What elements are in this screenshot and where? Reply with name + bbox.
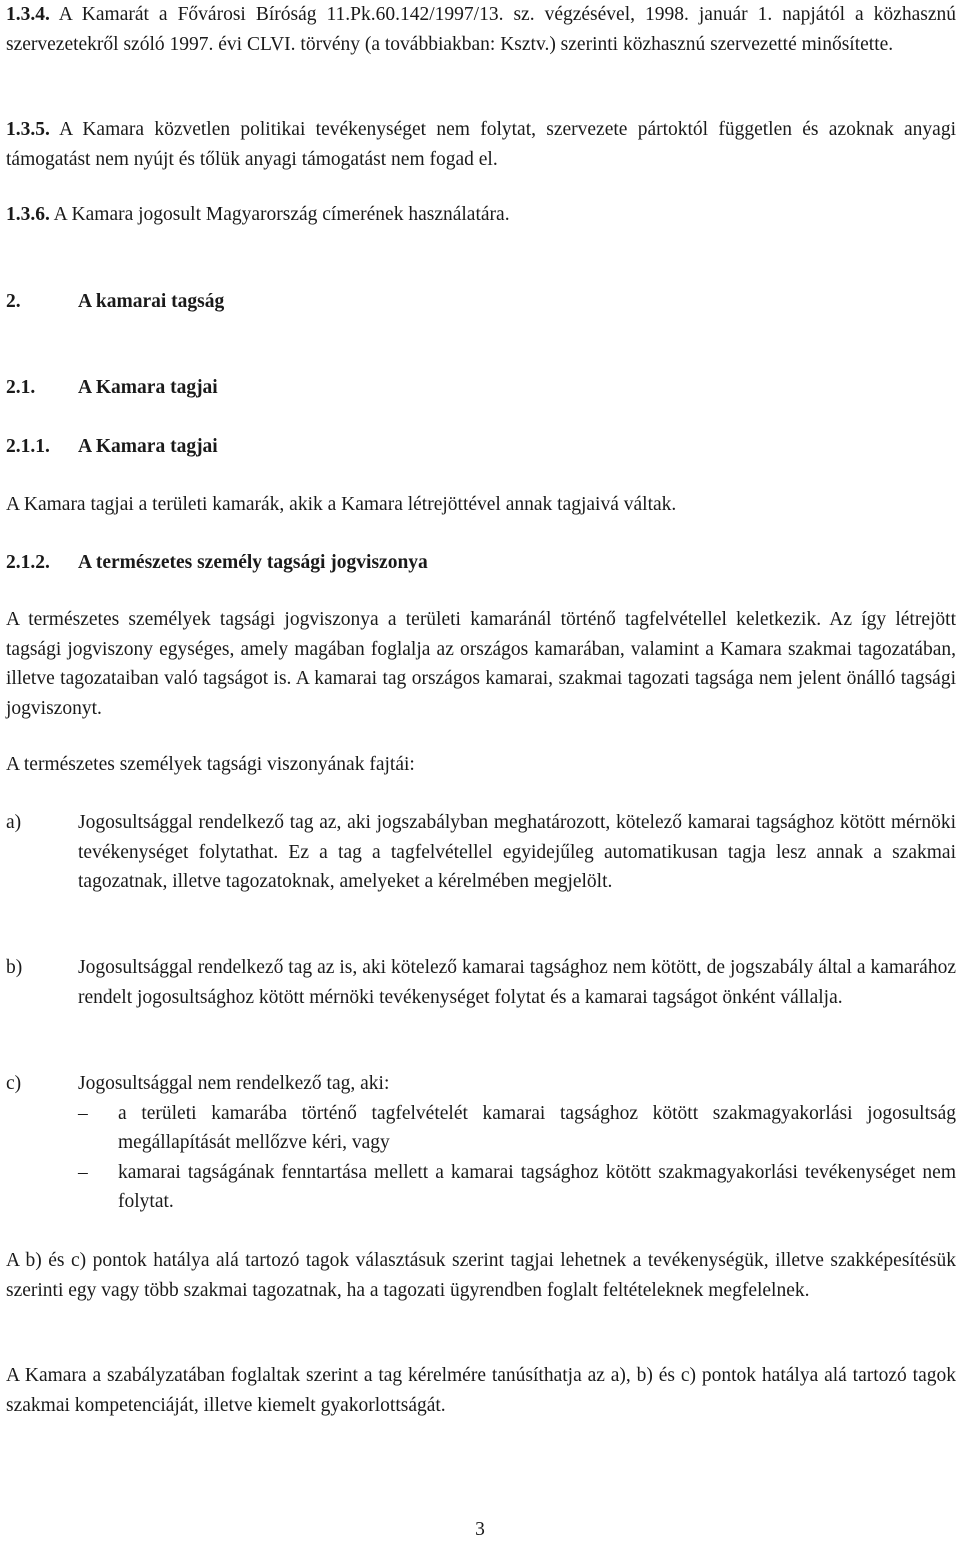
heading-2 — [6, 287, 956, 317]
section-1-3-4 — [6, 0, 956, 59]
heading-2-1-1 — [6, 432, 956, 462]
section-text: A Kamarát a Fővárosi Bíróság 11.Pk.60.142/1997/13. sz. végzésével, 1998. január 1. napjától a közhasznú szervezetekről szóló 1997. évi CLVI. törvény (a továbbiakban: Ksztv.) szerinti közhasznú szervezetté minősítette. — [6, 4, 956, 55]
list-item-b — [6, 953, 956, 1012]
list-item-a — [6, 808, 956, 897]
list-item-text: Jogosultsággal nem rendelkező tag, aki: — [78, 1073, 390, 1094]
section-number: 1.3.4. — [6, 4, 50, 25]
heading-title: A kamarai tagság — [78, 291, 225, 312]
heading-number: 2.1.2. — [6, 552, 50, 573]
section-number: 1.3.6. — [6, 204, 50, 225]
list-item-text: Jogosultsággal rendelkező tag az, aki jogszabályban meghatározott, kötelező kamarai tagsághoz kötött mérnöki tevékenységet folytathat. Ez a tag a tagfelvétellel egyidejűleg automatikusan tagja lesz annak a szakmai tagozatnak, illetve tagozatoknak, amelyeket a kérelmében megjelölt. — [78, 812, 956, 892]
heading-number: 2. — [6, 291, 21, 312]
heading-title: A Kamara tagjai — [78, 436, 218, 457]
dash-mark: – — [78, 1161, 88, 1183]
dash-item — [78, 1099, 956, 1158]
section-text: A Kamara közvetlen politikai tevékenységet nem folytat, szervezete pártoktól független és azoknak anyagi támogatást nem nyújt és tőlük anyagi támogatást nem fogad el. — [6, 119, 956, 170]
heading-number: 2.1.1. — [6, 436, 50, 457]
section-1-3-6 — [6, 200, 956, 230]
heading-2-1-2 — [6, 548, 956, 578]
heading-title: A Kamara tagjai — [78, 377, 218, 398]
paragraph-2-1-2: A természetes személyek tagsági jogviszonya a területi kamaránál történő tagfelvétellel keletkezik. Az így létrejött tagsági jogviszony egységes, amely magában foglalja az országos kamarában, valamint a Kamara szakmai tagozatában, illetve tagozataiban való tagságot is. A kamarai tag országos kamarai, szakmai tagozati tagsága nem jelent önálló tagsági jogviszonyt. — [6, 609, 956, 719]
list-item-label: b) — [6, 957, 23, 978]
heading-title: A természetes személy tagsági jogviszonya — [78, 552, 428, 573]
dash-text: kamarai tagságának fenntartása mellett a kamarai tagsághoz kötött szakmagyakorlási tevékenységet nem folytat. — [118, 1161, 956, 1212]
page-number: 3 — [475, 1519, 485, 1540]
list-item-text: Jogosultsággal rendelkező tag az is, aki kötelező kamarai tagsághoz nem kötött, de jogszabály által a kamarához rendelt jogosultsághoz kötött mérnöki tevékenységet folytat és a kamarai tagságot önként vállalja. — [78, 957, 956, 1008]
list-item-c — [6, 1069, 956, 1217]
paragraph-competence: A Kamara a szabályzatában foglaltak szerint a tag kérelmére tanúsíthatja az a), b) és c) pontok hatálya alá tartozó tagok szakmai kompetenciáját, illetve kiemelt gyakorlottságát. — [6, 1365, 956, 1416]
dash-item — [78, 1158, 956, 1217]
section-1-3-5 — [6, 115, 956, 174]
section-number: 1.3.5. — [6, 119, 50, 140]
paragraph-2-1-1: A Kamara tagjai a területi kamarák, akik a Kamara létrejöttével annak tagjaivá váltak. — [6, 494, 677, 515]
section-text: A Kamara jogosult Magyarország címerének használatára. — [49, 204, 510, 225]
heading-number: 2.1. — [6, 377, 36, 398]
paragraph-fajtai: A természetes személyek tagsági viszonyának fajtái: — [6, 754, 415, 775]
list-item-label: c) — [6, 1073, 22, 1094]
dash-text: a területi kamarába történő tagfelvételét kamarai tagsághoz kötött szakmagyakorlási jogosultság megállapítását mellőzve kéri, vagy — [118, 1102, 956, 1153]
paragraph-b-c: A b) és c) pontok hatálya alá tartozó tagok választásuk szerint tagjai lehetnek a tevékenységük, illetve szakképesítésük szerinti egy vagy több szakmai tagozatnak, ha a tagozati ügyrendben foglalt feltételeknek megfelelnek. — [6, 1250, 956, 1301]
heading-2-1 — [6, 373, 956, 403]
list-item-label: a) — [6, 812, 22, 833]
dash-mark: – — [78, 1102, 88, 1124]
